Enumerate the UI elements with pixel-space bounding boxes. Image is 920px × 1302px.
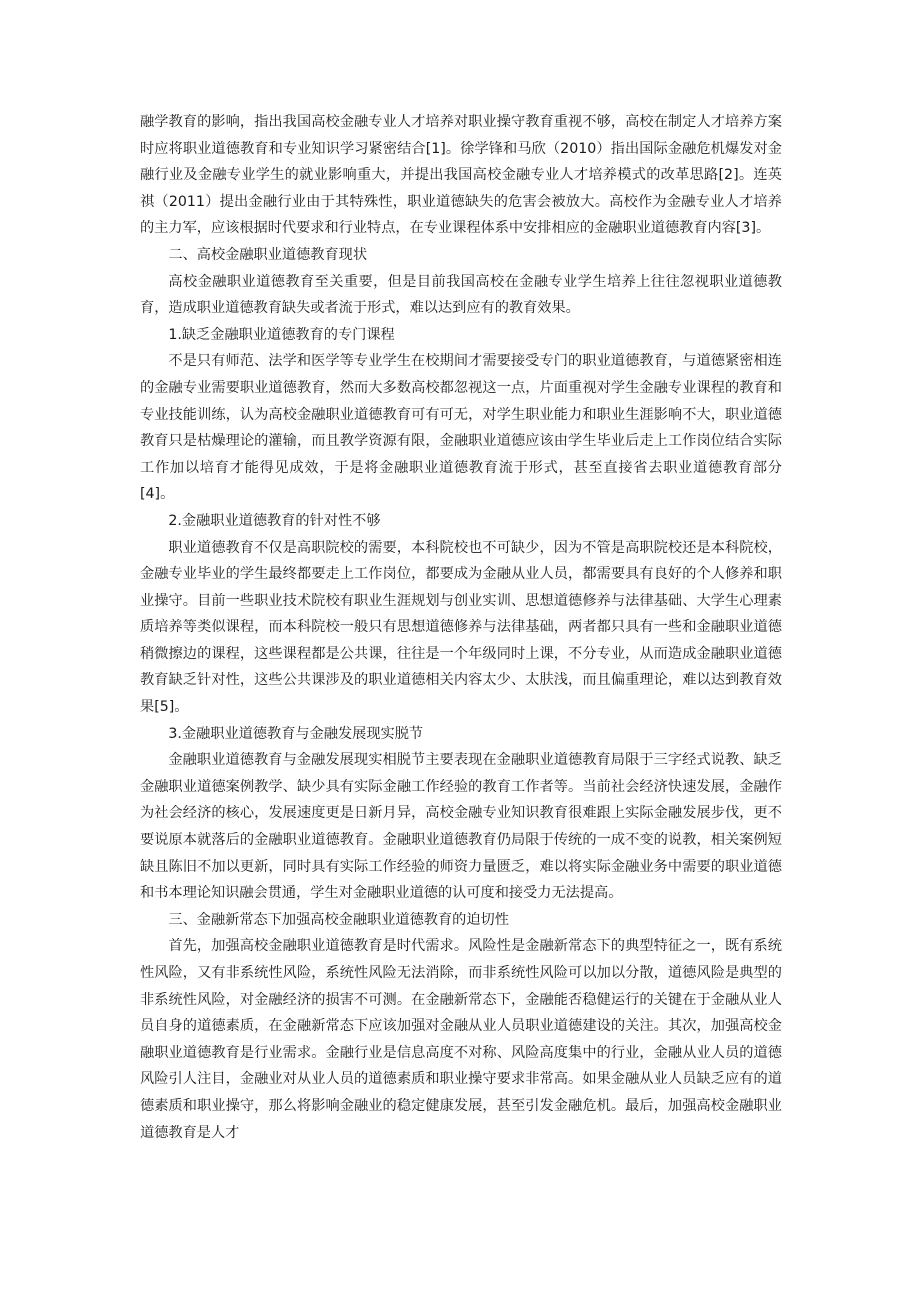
body-paragraph: 金融职业道德教育与金融发展现实相脱节主要表现在金融职业道德教育局限于三字经式说教、缺乏金融职业道德案例教学、缺少具有实际金融工作经验的教育工作者等。当前社会经济快速发展，金融作为社会经济的核心，发展速度更是日新月异，高校金融专业知识教育很难跟上实际金融发展步伐，更不要说原本就落后的金融职业道德教育。金融职业道德教育仍局限于传统的一成不变的说教，相关案例短缺且陈旧不加以更新，同时具有实际工作经验的师资力量匮乏，难以将实际金融业务中需要的职业道德和书本理论知识融会贯通，学生对金融职业道德的认可度和接受力无法提高。 (140, 752, 782, 902)
body-paragraph: 高校金融职业道德教育至关重要，但是目前我国高校在金融专业学生培养上往往忽视职业道德教育，造成职业道德教育缺失或者流于形式，难以达到应有的教育效果。 (140, 273, 782, 317)
subsection-heading: 1.缺乏金融职业道德教育的专门课程 (168, 326, 395, 343)
subsection-heading: 2.金融职业道德教育的针对性不够 (168, 512, 381, 529)
section-heading: 二、高校金融职业道德教育现状 (168, 246, 368, 263)
body-paragraph: 职业道德教育不仅是高职院校的需要，本科院校也不可缺少，因为不管是高职院校还是本科院校，金融专业毕业的学生最终都要走上工作岗位，都要成为金融从业人员，都需要具有良好的个人修养和职业操守。目前一些职业技术院校有职业生涯规划与创业实训、思想道德修养与法律基础、大学生心理素质培养等类似课程，而本科院校一般只有思想道德修养与法律基础，两者都只具有一些和金融职业道德稍微擦边的课程，这些课程都是公共课，往往是一个年级同时上课，不分专业，从而造成金融职业道德教育缺乏针对性，这些公共课涉及的职业道德相关内容太少、太肤浅，而且偏重理论，难以达到教育效果[5]。 (140, 539, 782, 716)
section-heading: 三、金融新常态下加强高校金融职业道德教育的迫切性 (168, 911, 509, 928)
body-paragraph: 融学教育的影响，指出我国高校金融专业人才培养对职业操守教育重视不够，高校在制定人才培养方案时应将职业道德教育和专业知识学习紧密结合[1]。徐学锋和马欣（2010）指出国际金融危机爆发对金融行业及金融专业学生的就业影响重大，并提出我国高校金融专业人才培养模式的改革思路[2]。连英祺（2011）提出金融行业由于其特殊性，职业道德缺失的危害会被放大。高校作为金融专业人才培养的主力军，应该根据时代要求和行业特点，在专业课程体系中安排相应的金融职业道德教育内容[3]。 (140, 114, 782, 237)
body-paragraph: 不是只有师范、法学和医学等专业学生在校期间才需要接受专门的职业道德教育，与道德紧密相连的金融专业需要职业道德教育，然而大多数高校都忽视这一点，片面重视对学生金融专业课程的教育和专业技能训练，认为高校金融职业道德教育可有可无，对学生职业能力和职业生涯影响不大，职业道德教育只是枯燥理论的灌输，而且教学资源有限，金融职业道德应该由学生毕业后走上工作岗位结合实际工作加以培育才能得见成效，于是将金融职业道德教育流于形式，甚至直接省去职业道德教育部分[4]。 (140, 353, 782, 503)
document-body (140, 109, 782, 1146)
subsection-heading: 3.金融职业道德教育与金融发展现实脱节 (168, 725, 424, 742)
body-paragraph: 首先，加强高校金融职业道德教育是时代需求。风险性是金融新常态下的典型特征之一，既有系统性风险，又有非系统性风险，系统性风险无法消除，而非系统性风险可以加以分散，道德风险是典型的非系统性风险，对金融经济的损害不可测。在金融新常态下，金融能否稳健运行的关键在于金融从业人员自身的道德素质，在金融新常态下应该加强对金融从业人员职业道德建设的关注。其次，加强高校金融职业道德教育是行业需求。金融行业是信息高度不对称、风险高度集中的行业，金融从业人员的道德风险引人注目，金融业对从业人员的道德素质和职业操守要求非常高。如果金融从业人员缺乏应有的道德素质和职业操守，那么将影响金融业的稳定健康发展，甚至引发金融危机。最后，加强高校金融职业道德教育是人才 (140, 938, 782, 1141)
